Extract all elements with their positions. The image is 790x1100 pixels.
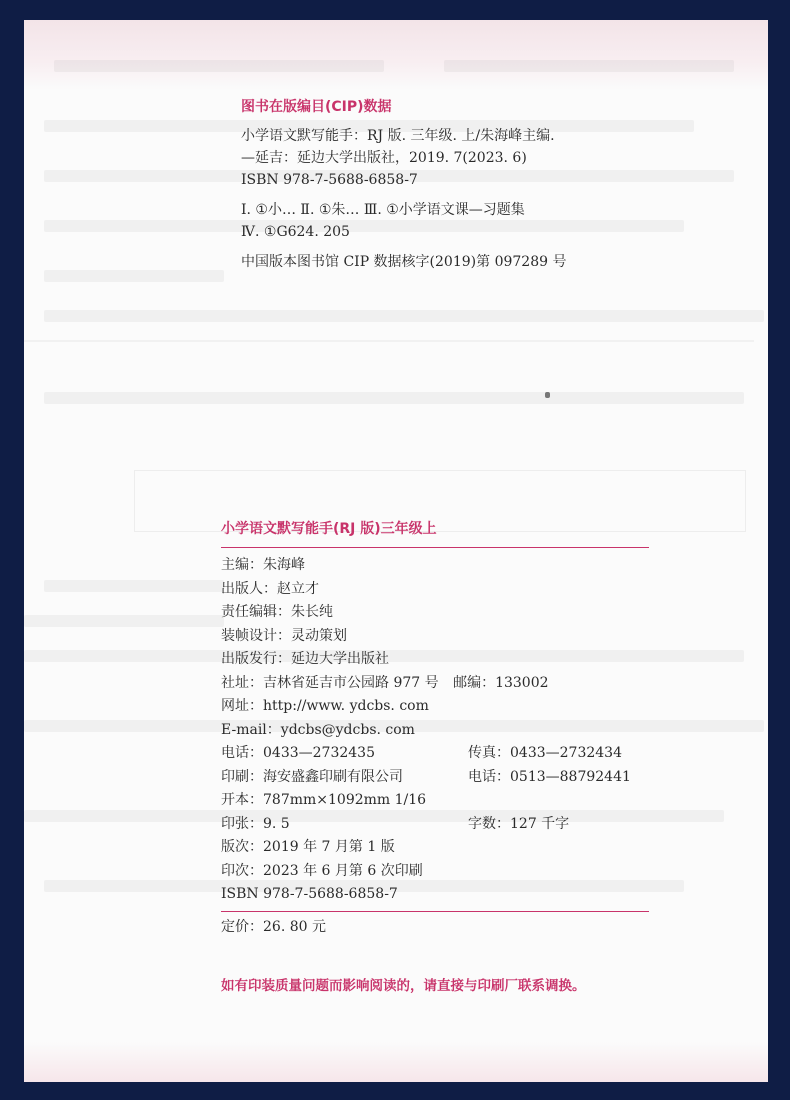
colophon-row: [221, 836, 651, 860]
cip-line-title: 小学语文默写能手：RJ 版. 三年级. 上/朱海峰主编.: [241, 128, 555, 144]
bleed-through-header: [24, 20, 768, 90]
quality-notice: 如有印装质量问题而影响阅读的，请直接与印刷厂联系调换。: [221, 978, 586, 994]
show-through-text: [44, 580, 224, 592]
copyright-page: [24, 20, 768, 1082]
phone-text: 电话：0433—2732435: [221, 745, 375, 761]
show-through-text: [444, 60, 734, 72]
email-text: E-mail：ydcbs@ydcbs. com: [221, 721, 415, 738]
cip-record-number: 中国版本图书馆 CIP 数据核字(2019)第 097289 号: [241, 254, 567, 270]
colophon-row: [221, 672, 651, 696]
cip-heading: 图书在版编目(CIP)数据: [241, 99, 392, 115]
show-through-text: [24, 615, 224, 627]
show-through-text: [44, 392, 744, 404]
colophon-row: [221, 578, 651, 602]
format-text: 开本：787mm×1092mm 1/16: [221, 792, 427, 808]
colophon-row: [221, 860, 651, 884]
colophon-row: [221, 883, 651, 907]
website-text: 网址：http://www. ydcbs. com: [221, 698, 429, 714]
impression-text: 印次：2023 年 6 月第 6 次印刷: [221, 862, 423, 879]
isbn-text: ISBN 978-7-5688-6858-7: [221, 886, 398, 902]
address-text: 社址：吉林省延吉市公园路 977 号: [221, 674, 439, 691]
colophon-title: 小学语文默写能手(RJ 版)三年级上: [221, 521, 437, 537]
editor-text: 主编：朱海峰: [221, 557, 305, 573]
show-through-text: [44, 310, 764, 322]
distribution-text: 出版发行：延边大学出版社: [221, 651, 389, 667]
show-through-text: [54, 60, 384, 72]
colophon-top-rule: [221, 547, 649, 548]
cip-classification-1: Ⅰ. ①小… Ⅱ. ①朱… Ⅲ. ①小学语文课—习题集: [241, 202, 525, 218]
dust-speck: [545, 392, 550, 398]
colophon-row: [221, 719, 651, 743]
colophon-bottom-rule: [221, 911, 649, 912]
price-text: 定价：26. 80 元: [221, 918, 326, 935]
colophon-row: [221, 813, 651, 837]
edition-text: 版次：2019 年 7 月第 1 版: [221, 839, 395, 855]
colophon-row: [221, 916, 651, 940]
colophon-row: [221, 601, 651, 625]
word-count-text: 字数：127 千字: [468, 815, 570, 832]
colophon-row: [221, 625, 651, 649]
colophon-row: [221, 789, 651, 813]
cip-block: [241, 96, 566, 273]
colophon-row: [221, 695, 651, 719]
colophon-row: [221, 766, 651, 790]
printer-phone-text: 电话：0513—88792441: [468, 768, 631, 785]
colophon-row: [221, 648, 651, 672]
postcode-text: 邮编：133002: [453, 674, 549, 691]
show-through-line: [24, 340, 754, 342]
show-through-text: [44, 270, 224, 282]
bleed-through-footer: [24, 1042, 768, 1082]
colophon-row: [221, 742, 651, 766]
design-text: 装帧设计：灵动策划: [221, 627, 347, 644]
printer-text: 印刷：海安盛鑫印刷有限公司: [221, 768, 403, 785]
responsible-editor-text: 责任编辑：朱长纯: [221, 604, 333, 620]
fax-text: 传真：0433—2732434: [468, 745, 622, 761]
cip-line-publisher: —延吉：延边大学出版社，2019. 7(2023. 6): [241, 150, 527, 166]
publisher-person-text: 出版人：赵立才: [221, 580, 319, 597]
cip-classification-2: Ⅳ. ①G624. 205: [241, 224, 350, 240]
colophon-row: [221, 554, 651, 578]
sheets-text: 印张：9. 5: [221, 815, 290, 832]
colophon-block: [221, 518, 651, 939]
cip-line-isbn: ISBN 978-7-5688-6858-7: [241, 172, 418, 188]
